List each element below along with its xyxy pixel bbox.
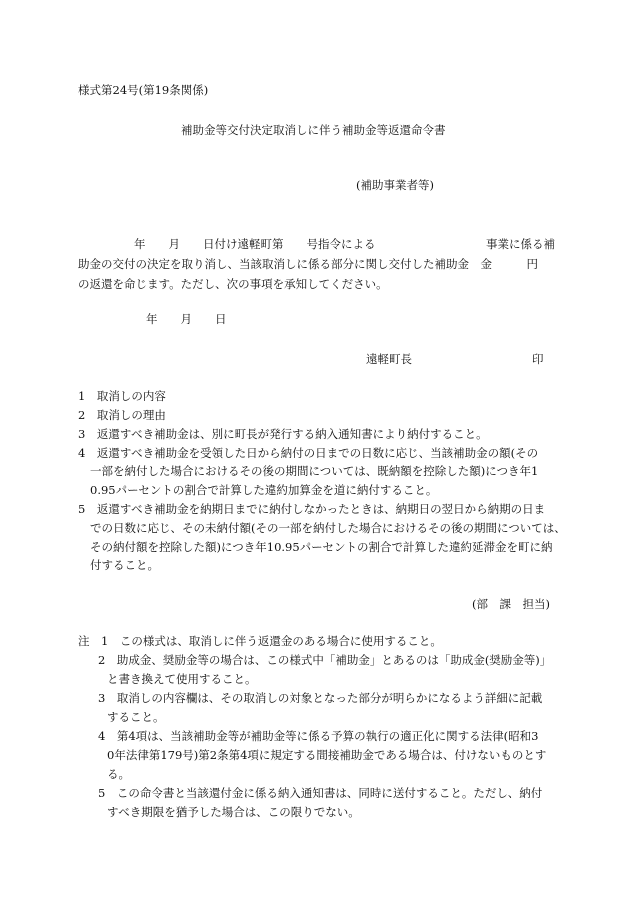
item-5-cont-2: その納付額を控除した額)につき年10.95パーセントの割合で計算した違約延滞金を町に納 [90, 540, 553, 554]
item-2: 2 取消しの理由 [78, 408, 166, 422]
item-5-cont-3: 付すること。 [90, 558, 159, 572]
item-3: 3 返還すべき補助金は、別に町長が発行する納入通知書により納付すること。 [78, 427, 488, 441]
issue-date: 年 月 日 [146, 312, 227, 326]
note-3: 3 取消しの内容欄は、その取消しの対象となった部分が明らかになるよう詳細に記載 [98, 691, 543, 705]
order-line-3: の返還を命じます。ただし、次の事項を承知してください。 [78, 277, 388, 291]
document-title: 補助金等交付決定取消しに伴う補助金等返還命令書 [181, 123, 446, 137]
note-2: 2 助成金、奨励金等の場合は、この様式中「補助金」とあるのは「助成金(奨励金等)」 [98, 653, 552, 667]
department-label: (部 課 担当) [472, 597, 550, 611]
note-4-cont-1: 0年法律第179号)第2条第4項に規定する間接補助金である場合は、付けないものとす [107, 748, 547, 762]
item-5: 5 返還すべき補助金を納期日までに納付しなかったときは、納期日の翌日から納期の日ま [78, 502, 546, 516]
order-line-1a: 年 月 日付け遠軽町第 号指令による [134, 237, 376, 251]
note-4-cont-2: る。 [107, 767, 130, 781]
seal-mark: 印 [532, 352, 544, 366]
note-2-cont: と書き換えて使用すること。 [107, 672, 257, 686]
item-4: 4 返還すべき補助金を受領した日から納付の日までの日数に応じ、当該補助金の額(その [78, 446, 539, 460]
form-number: 様式第24号(第19条関係) [78, 83, 209, 97]
item-4-cont-1: 一部を納付した場合におけるその後の期間については、既納額を控除した額)につき年1 [90, 464, 539, 478]
recipient-label: (補助事業者等) [356, 178, 434, 192]
item-4-cont-2: 0.95パーセントの割合で計算した違約加算金を道に納付すること。 [90, 483, 438, 497]
note-4: 4 第4項は、当該補助金等が補助金等に係る予算の執行の適正化に関する法律(昭和3 [98, 729, 539, 743]
item-1: 1 取消しの内容 [78, 389, 166, 403]
order-line-2: 助金の交付の決定を取り消し、当該取消しに係る部分に関し交付した補助金 金 円 [78, 257, 538, 271]
order-line-1b: 事業に係る補 [486, 237, 555, 251]
note-5-cont: すべき期限を猶予した場合は、この限りでない。 [107, 805, 360, 819]
note-1: 注 1 この様式は、取消しに伴う返還金のある場合に使用すること。 [78, 634, 442, 648]
note-5: 5 この命令書と当該還付金に係る納入通知書は、同時に送付すること。ただし、納付 [98, 786, 543, 800]
note-3-cont: すること。 [107, 710, 165, 724]
item-5-cont-1: での日数に応じ、その未納付額(その一部を納付した場合におけるその後の期間については、 [90, 521, 566, 535]
issuer-name: 遠軽町長 [366, 352, 412, 366]
